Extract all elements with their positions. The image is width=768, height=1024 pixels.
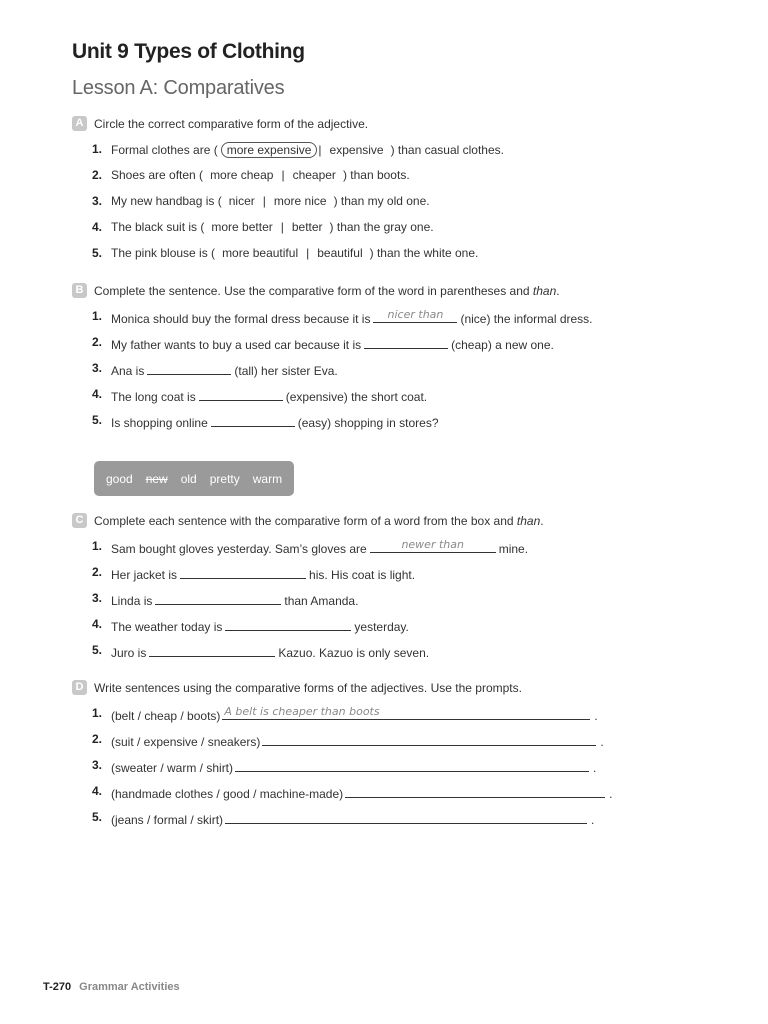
- section-a-badge: A: [72, 116, 87, 131]
- option[interactable]: cheaper: [292, 168, 336, 182]
- instruction-text: Write sentences using the comparative forms of the adjectives. Use the prompts.: [94, 681, 522, 695]
- unit-title: Unit 9 Types of Clothing: [72, 40, 305, 63]
- item-number: 5.: [92, 413, 103, 427]
- item-text: (easy) shopping in stores?: [297, 416, 439, 430]
- section-c: [72, 513, 692, 669]
- instruction-text: Complete each sentence with the comparative form of a word from the box and than.: [94, 514, 544, 528]
- page-footer: [43, 981, 180, 993]
- item-text: his. His coat is light.: [309, 568, 416, 582]
- answer-line[interactable]: [235, 758, 589, 772]
- answer-blank[interactable]: [199, 387, 283, 401]
- option[interactable]: better: [291, 220, 323, 234]
- option[interactable]: beautiful: [317, 246, 363, 260]
- period: .: [600, 735, 604, 749]
- answer-blank[interactable]: [147, 361, 231, 375]
- item-number: 4.: [92, 220, 103, 234]
- list-item: [72, 810, 692, 836]
- item-number: 2.: [92, 168, 103, 182]
- list-item: [72, 246, 692, 272]
- item-text: ) than my old one.: [333, 194, 430, 208]
- option[interactable]: expensive: [329, 143, 384, 157]
- list-item: [72, 387, 692, 413]
- section-c-instruction: [72, 513, 692, 533]
- answer-blank[interactable]: [149, 643, 275, 657]
- item-number: 5.: [92, 643, 103, 657]
- option[interactable]: more nice: [273, 194, 327, 208]
- prompt-text: (belt / cheap / boots): [111, 709, 221, 723]
- list-item: [72, 220, 692, 246]
- item-number: 3.: [92, 758, 103, 772]
- section-d-instruction: [72, 680, 692, 700]
- period: .: [593, 761, 597, 775]
- item-text: Her jacket is: [111, 568, 178, 582]
- item-number: 1.: [92, 539, 103, 553]
- item-text: Juro is: [111, 646, 147, 660]
- answer-line[interactable]: [225, 810, 587, 824]
- list-item: [72, 142, 692, 168]
- item-text: Linda is: [111, 594, 153, 608]
- prompt-text: (jeans / formal / skirt): [111, 813, 224, 827]
- list-item: [72, 539, 692, 565]
- answer-line[interactable]: [345, 784, 605, 798]
- item-number: 2.: [92, 732, 103, 746]
- item-number: 5.: [92, 246, 103, 260]
- answer-blank[interactable]: [225, 617, 351, 631]
- item-text: The black suit is (: [111, 220, 205, 234]
- item-text: Ana is: [111, 364, 145, 378]
- item-number: 5.: [92, 810, 103, 824]
- prompt-text: (sweater / warm / shirt): [111, 761, 234, 775]
- item-number: 2.: [92, 335, 103, 349]
- list-item: [72, 591, 692, 617]
- item-number: 1.: [92, 142, 103, 156]
- option[interactable]: nicer: [228, 194, 255, 208]
- footer-label: Grammar Activities: [79, 981, 180, 993]
- list-item: [72, 565, 692, 591]
- item-text: (nice) the informal dress.: [460, 312, 593, 326]
- option-separator: |: [306, 246, 310, 260]
- item-text: Sam bought gloves yesterday. Sam’s gloves are: [111, 542, 367, 556]
- item-text: The pink blouse is (: [111, 246, 216, 260]
- list-item: [72, 413, 692, 439]
- item-text: ) than casual clothes.: [390, 143, 504, 157]
- word-box-item: good: [106, 471, 133, 486]
- item-text: mine.: [498, 542, 529, 556]
- item-text: My father wants to buy a used car because it is: [111, 338, 362, 352]
- answer-blank[interactable]: [180, 565, 306, 579]
- answer-line[interactable]: [262, 732, 596, 746]
- lesson-title: Lesson A: Comparatives: [72, 77, 285, 99]
- item-text: Is shopping online: [111, 416, 208, 430]
- word-box: [94, 461, 294, 496]
- instruction-text: Circle the correct comparative form of the adjective.: [94, 117, 369, 131]
- list-item: [72, 758, 692, 784]
- item-text: The long coat is: [111, 390, 196, 404]
- option[interactable]: more cheap: [210, 168, 274, 182]
- item-number: 4.: [92, 617, 103, 631]
- answer-blank[interactable]: [373, 309, 457, 323]
- item-text: than Amanda.: [284, 594, 359, 608]
- word-box-item-crossed: new: [145, 471, 168, 486]
- item-number: 3.: [92, 591, 103, 605]
- word-box-item: warm: [252, 471, 283, 486]
- list-item: [72, 168, 692, 194]
- list-item: [72, 706, 692, 732]
- list-item: [72, 643, 692, 669]
- handwritten-answer: newer than: [401, 538, 464, 551]
- item-text: (cheap) a new one.: [451, 338, 554, 352]
- item-text: Formal clothes are (: [111, 143, 218, 157]
- item-number: 4.: [92, 387, 103, 401]
- answer-blank[interactable]: [364, 335, 448, 349]
- handwritten-answer: nicer than: [387, 308, 444, 321]
- section-c-badge: C: [72, 513, 87, 528]
- item-text: Monica should buy the formal dress because it is: [111, 312, 371, 326]
- answer-blank[interactable]: [370, 539, 496, 553]
- item-text: (expensive) the short coat.: [285, 390, 428, 404]
- prompt-text: (suit / expensive / sneakers): [111, 735, 261, 749]
- section-b-badge: B: [72, 283, 87, 298]
- item-text: Kazuo. Kazuo is only seven.: [278, 646, 430, 660]
- list-item: [72, 335, 692, 361]
- item-text: Shoes are often (: [111, 168, 204, 182]
- circled-option[interactable]: more expensive: [221, 142, 318, 158]
- answer-blank[interactable]: [211, 413, 295, 427]
- item-text: ) than the white one.: [369, 246, 479, 260]
- instruction-text: Complete the sentence. Use the comparative form of the word in parentheses and than.: [94, 284, 560, 298]
- answer-line[interactable]: [222, 706, 590, 720]
- list-item: [72, 309, 692, 335]
- word-box-item: old: [180, 471, 197, 486]
- section-d: [72, 680, 692, 836]
- option-separator: |: [281, 168, 285, 182]
- item-number: 3.: [92, 361, 103, 375]
- item-text: (tall) her sister Eva.: [234, 364, 338, 378]
- item-text: ) than the gray one.: [329, 220, 434, 234]
- prompt-text: (handmade clothes / good / machine-made): [111, 787, 344, 801]
- list-item: [72, 732, 692, 758]
- section-a-instruction: [72, 116, 692, 136]
- section-a: [72, 116, 692, 272]
- option[interactable]: more better: [211, 220, 273, 234]
- item-number: 4.: [92, 784, 103, 798]
- period: .: [594, 709, 598, 723]
- item-text: The weather today is: [111, 620, 223, 634]
- item-text: ) than boots.: [342, 168, 410, 182]
- list-item: [72, 784, 692, 810]
- section-d-badge: D: [72, 680, 87, 695]
- item-number: 1.: [92, 706, 103, 720]
- item-number: 2.: [92, 565, 103, 579]
- period: .: [591, 813, 595, 827]
- option[interactable]: more beautiful: [222, 246, 299, 260]
- list-item: [72, 194, 692, 220]
- period: .: [609, 787, 613, 801]
- option-separator: |: [262, 194, 266, 208]
- answer-blank[interactable]: [155, 591, 281, 605]
- list-item: [72, 361, 692, 387]
- list-item: [72, 617, 692, 643]
- word-box-item: pretty: [209, 471, 240, 486]
- section-b: [72, 283, 692, 439]
- handwritten-answer: A belt is cheaper than boots: [224, 705, 380, 718]
- item-number: 1.: [92, 309, 103, 323]
- option-separator: |: [318, 143, 322, 157]
- option-separator: |: [280, 220, 284, 234]
- section-b-instruction: [72, 283, 692, 303]
- item-text: yesterday.: [354, 620, 409, 634]
- item-number: 3.: [92, 194, 103, 208]
- page-number: T-270: [43, 981, 72, 993]
- item-text: My new handbag is (: [111, 194, 222, 208]
